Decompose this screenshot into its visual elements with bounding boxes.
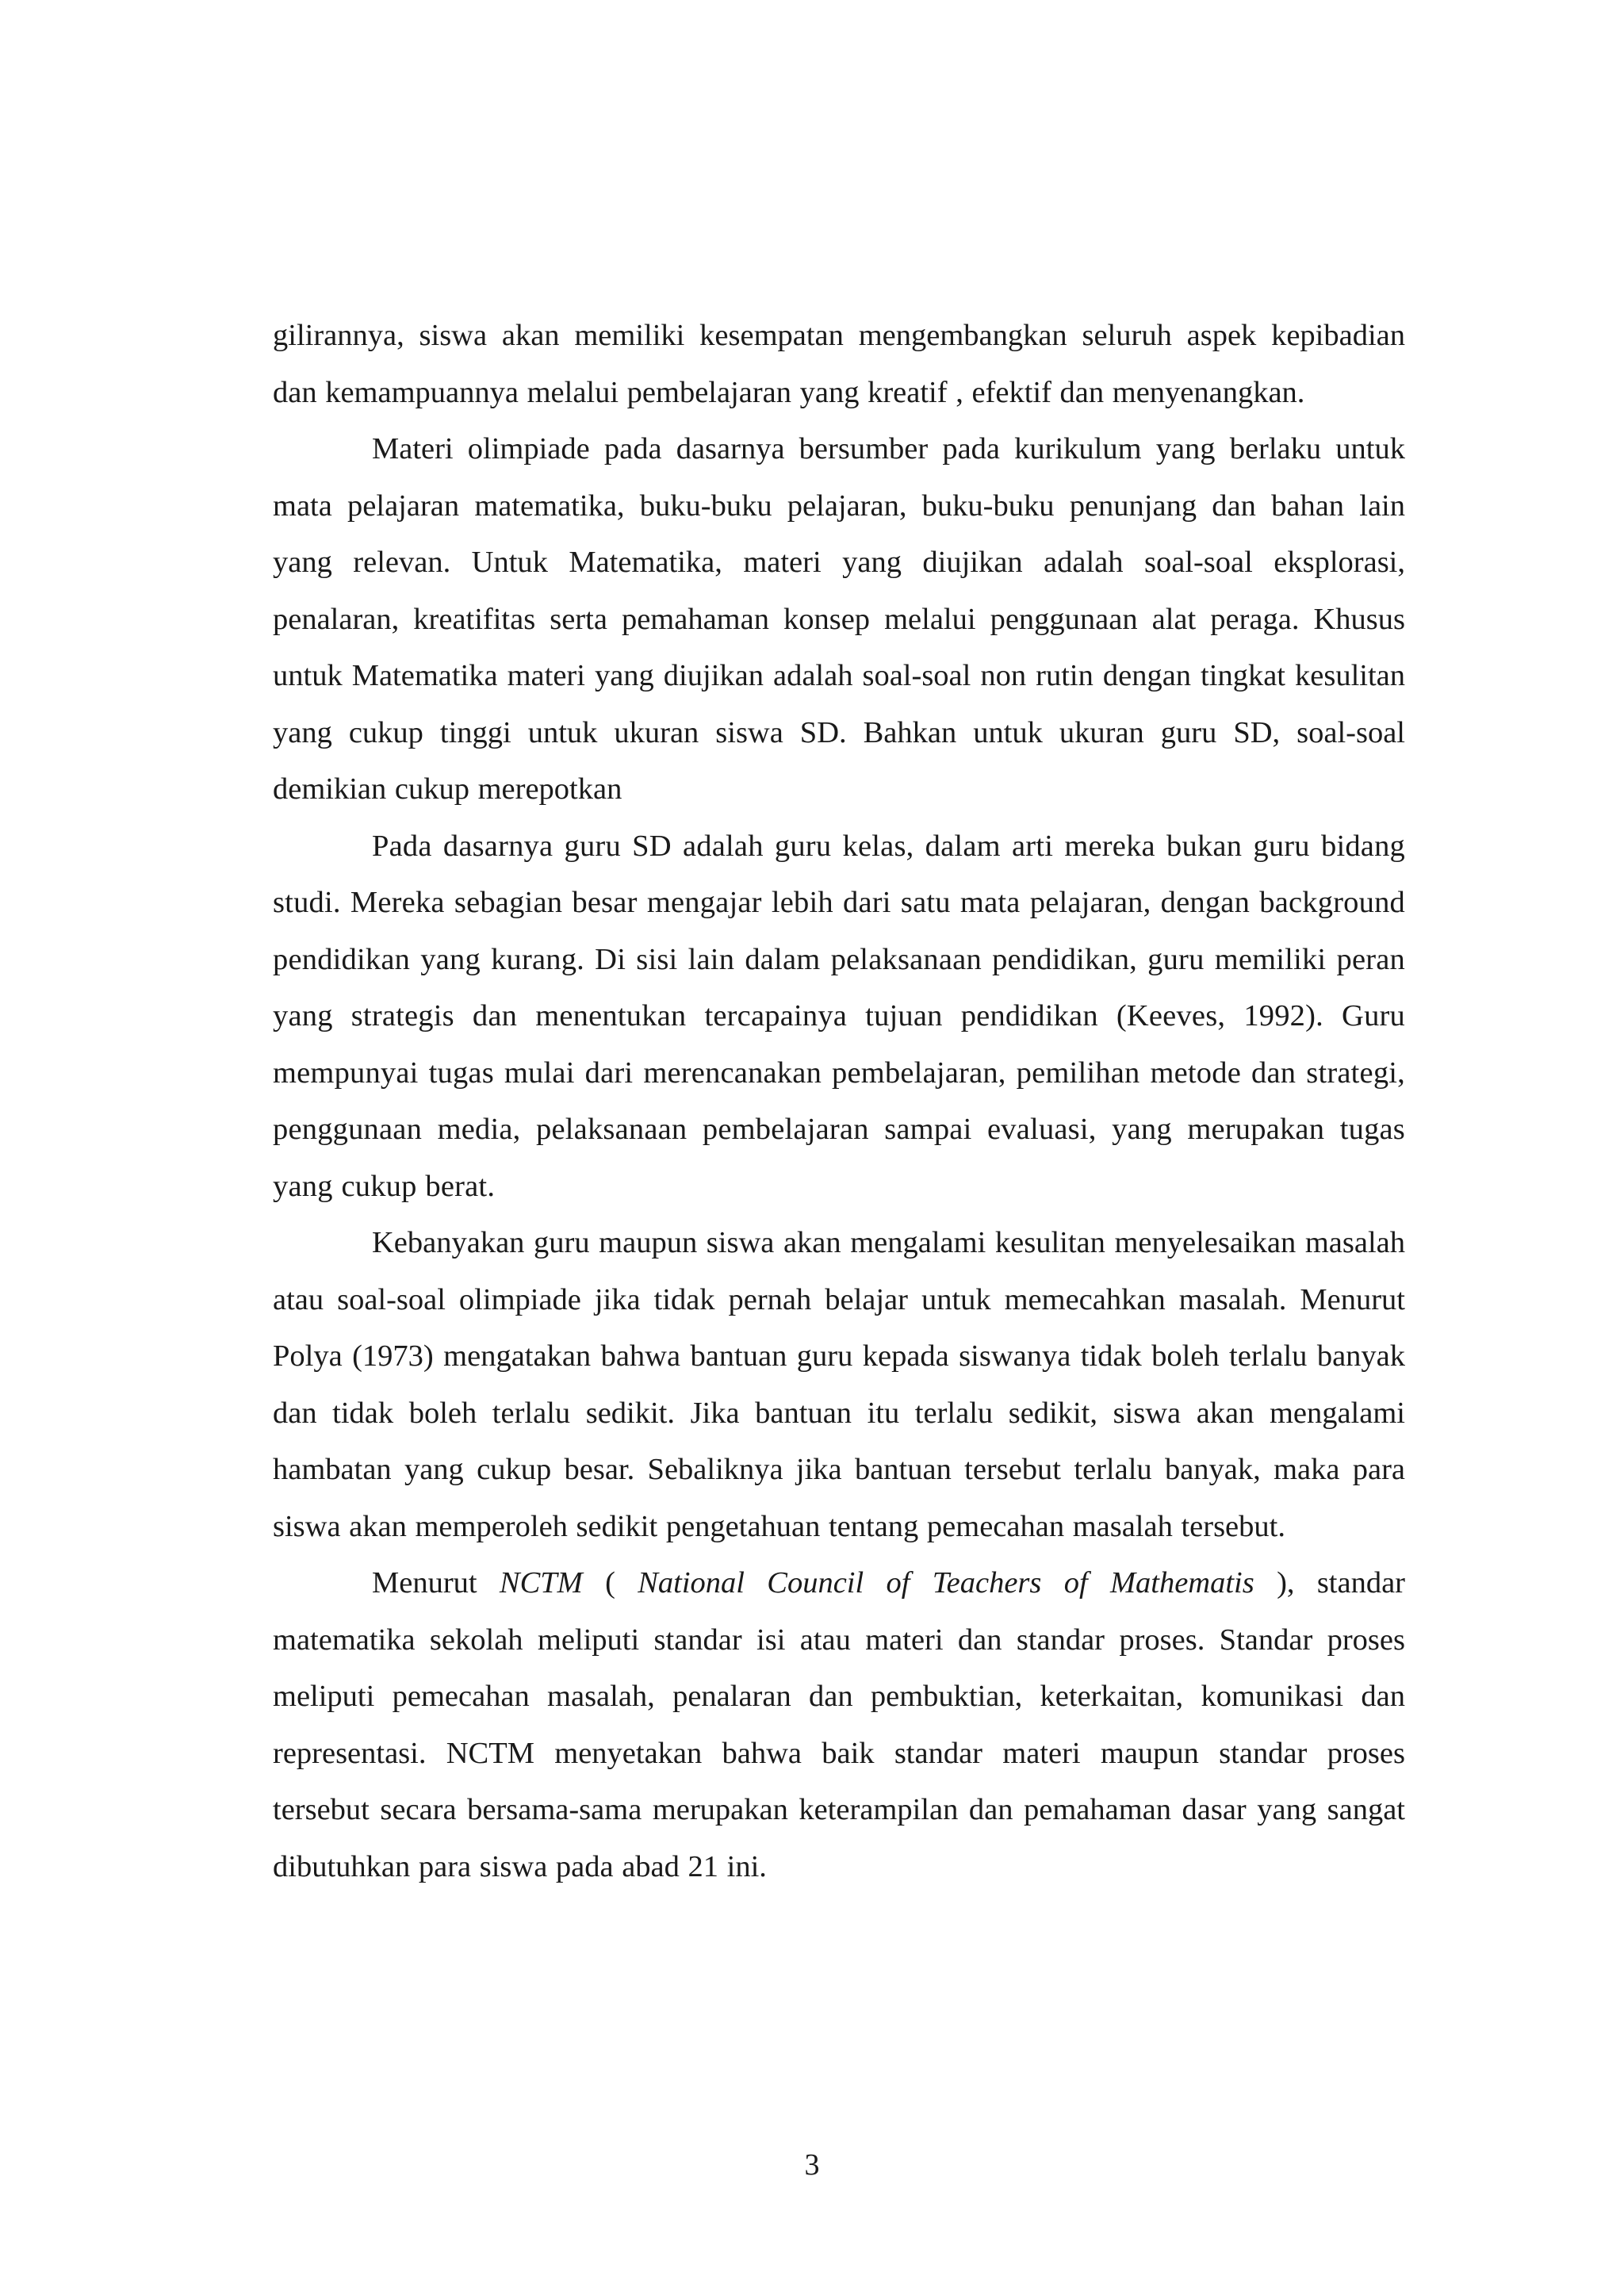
italic-text-segment: National Council of Teachers of Mathematis: [638, 1566, 1254, 1600]
text-segment: (: [582, 1566, 638, 1600]
text-segment: Materi olimpiade pada dasarnya bersumber pada kurikulum yang berlaku untuk mata pelajaran matematika, buku-buku pelajaran, buku-buku penunjang dan bahan lain yang relevan. Untuk Matematika, materi yang diujikan adalah soal-soal eksplorasi, penalaran, kreatifitas serta pemahaman konsep melalui penggunaan alat peraga. Khusus untuk Matematika materi yang diujikan adalah soal-soal non rutin dengan tingkat kesulitan yang cukup tinggi untuk ukuran siswa SD. Bahkan untuk ukuran guru SD, soal-soal demikian cukup merepotkan: [273, 432, 1405, 806]
page-number: 3: [804, 2148, 820, 2182]
paragraph-4: [273, 1215, 1405, 1555]
paragraph-5: [273, 1555, 1405, 1895]
text-segment: gilirannya, siswa akan memiliki kesempatan mengembangkan seluruh aspek kepibadian dan kemampuannya melalui pembelajaran yang kreatif , efektif dan menyenangkan.: [273, 319, 1405, 409]
body-text: [273, 308, 1405, 1895]
text-segment: Kebanyakan guru maupun siswa akan mengalami kesulitan menyelesaikan masalah atau soal-soal olimpiade jika tidak pernah belajar untuk memecahkan masalah. Menurut Polya (1973) mengatakan bahwa bantuan guru kepada siswanya tidak boleh terlalu banyak dan tidak boleh terlalu sedikit. Jika bantuan itu terlalu sedikit, siswa akan mengalami hambatan yang cukup besar. Sebaliknya jika bantuan tersebut terlalu banyak, maka para siswa akan memperoleh sedikit pengetahuan tentang pemecahan masalah tersebut.: [273, 1226, 1405, 1543]
text-segment: Menurut: [372, 1566, 500, 1600]
paragraph-1: [273, 308, 1405, 421]
paragraph-3: [273, 818, 1405, 1216]
text-segment: ), standar matematika sekolah meliputi standar isi atau materi dan standar proses. Standar proses meliputi pemecahan masalah, penalaran dan pembuktian, keterkaitan, komunikasi dan representasi. NCTM menyetakan bahwa baik standar materi maupun standar proses tersebut secara bersama-sama merupakan keterampilan dan pemahaman dasar yang sangat dibutuhkan para siswa pada abad 21 ini.: [273, 1566, 1406, 1883]
paragraph-2: [273, 421, 1405, 818]
text-segment: Pada dasarnya guru SD adalah guru kelas, dalam arti mereka bukan guru bidang studi. Mereka sebagian besar mengajar lebih dari satu mata pelajaran, dengan background pendidikan yang kurang. Di sisi lain dalam pelaksanaan pendidikan, guru memiliki peran yang strategis dan menentukan tercapainya tujuan pendidikan (Keeves, 1992). Guru mempunyai tugas mulai dari merencanakan pembelajaran, pemilihan metode dan strategi, penggunaan media, pelaksanaan pembelajaran sampai evaluasi, yang merupakan tugas yang cukup berat.: [273, 829, 1405, 1203]
italic-text-segment: NCTM: [499, 1566, 583, 1600]
